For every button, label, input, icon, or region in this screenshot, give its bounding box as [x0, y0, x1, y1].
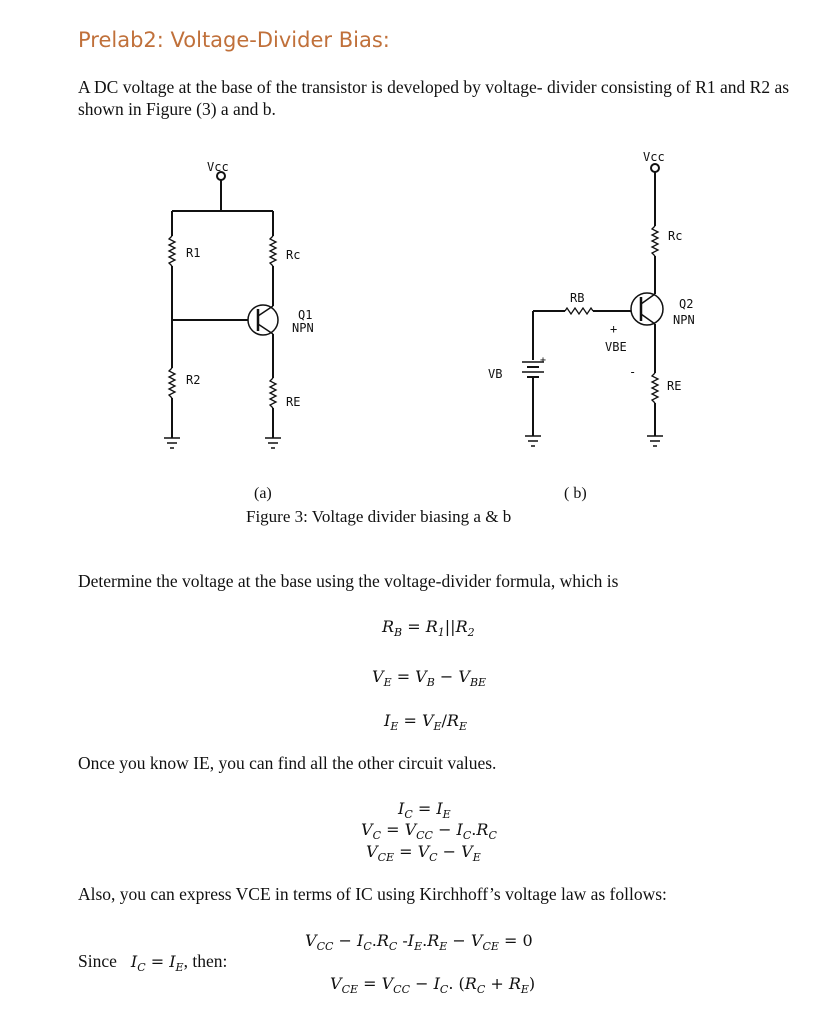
resistor-rc-b — [652, 226, 658, 256]
equation-vce: $V_{CE} = V_C - V_E$ — [366, 842, 481, 865]
ground-icon — [265, 438, 281, 448]
resistor-rc-a — [270, 236, 276, 266]
resistor-re-a — [270, 378, 276, 408]
q1-label: Q1 — [298, 308, 313, 322]
ground-icon — [164, 438, 180, 448]
ground-icon — [525, 436, 541, 446]
figure-caption: Figure 3: Voltage divider biasing a & b — [246, 507, 512, 526]
equation-ie: $I_E = V_E/R_E$ — [384, 711, 467, 734]
equation-rb: $R_B = R_1||R_2$ — [382, 617, 475, 640]
transistor-q2 — [631, 293, 663, 325]
vbe-label: VBE — [605, 340, 627, 354]
transistor-q1 — [248, 305, 278, 335]
resistor-r2 — [169, 368, 175, 398]
then-label: , then: — [183, 951, 228, 971]
equation-ve: $V_E = V_B - V_{BE}$ — [372, 667, 487, 690]
resistor-rb — [565, 308, 593, 314]
rc-label-a: Rc — [286, 248, 301, 262]
vcc-label-a: Vcc — [207, 160, 229, 174]
page-title: Prelab2: Voltage-Divider Bias: — [78, 28, 390, 52]
once-text: Once you know IE, you can find all the other circuit values. — [78, 753, 497, 773]
caption-a: (a) — [254, 485, 272, 502]
vbe-minus: - — [629, 365, 637, 379]
q2-label: Q2 — [679, 297, 694, 311]
since-line — [78, 951, 227, 974]
equation-kvl: $V_{CC} - I_C.R_C$ $-I_E.R_E - V_{CE} = 0$ — [305, 931, 533, 954]
equation-ic: $I_C = I_E$ — [398, 799, 451, 822]
r2-label: R2 — [186, 373, 201, 387]
resistor-re-b — [652, 373, 658, 403]
since-equation: $I_C = I_E$ — [130, 952, 184, 975]
rb-label: RB — [570, 291, 585, 305]
r1-label: R1 — [186, 246, 201, 260]
ground-icon — [647, 436, 663, 446]
re-label-b: RE — [667, 379, 682, 393]
rc-label-b: Rc — [668, 229, 683, 243]
vcc-label-b: Vcc — [643, 150, 665, 164]
vbe-plus: + — [610, 322, 618, 336]
since-label: Since — [78, 951, 117, 971]
determine-text: Determine the voltage at the base using the voltage-divider formula, which is — [78, 571, 619, 591]
re-label-a: RE — [286, 395, 301, 409]
npn-label-b: NPN — [673, 313, 695, 327]
equation-vce-final: $V_{CE} = V_{CC} - I_C$. $(R_C + R_E)$ — [330, 974, 536, 997]
battery-plus: + — [540, 355, 547, 366]
caption-b: ( b) — [564, 485, 587, 502]
resistor-r1 — [169, 236, 175, 266]
vb-label: VB — [488, 367, 503, 381]
also-text: Also, you can express VCE in terms of IC using Kirchhoff’s voltage law as follows: — [78, 884, 667, 904]
npn-label-a: NPN — [292, 321, 314, 335]
vcc-terminal-b — [651, 164, 659, 172]
equation-vc: $V_C = V_{CC} - I_C.R_C$ — [361, 820, 497, 843]
intro-paragraph: A DC voltage at the base of the transistor is developed by voltage- divider consisting of R1 and R2 as shown in Figure (3) a and b. — [78, 77, 790, 119]
